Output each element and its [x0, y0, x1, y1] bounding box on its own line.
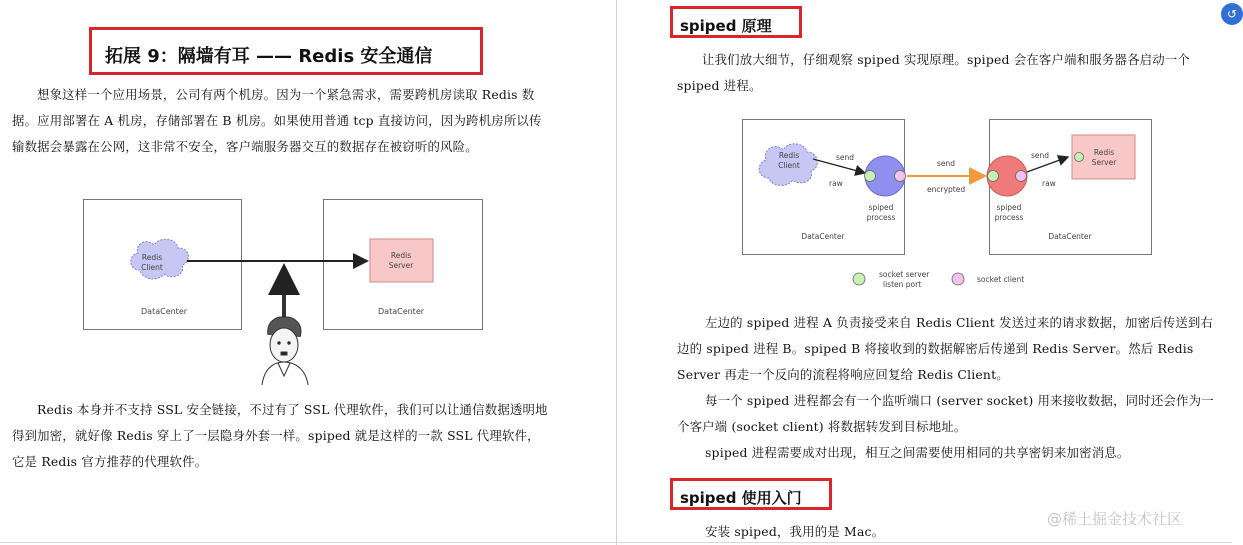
server-label-line2: Server — [1091, 158, 1117, 167]
datacenter-a-label: DataCenter — [141, 307, 188, 316]
spiped-a-label-line1: spiped — [868, 203, 894, 212]
datacenter-left-label: DataCenter — [801, 232, 845, 241]
edge-floating-icon[interactable]: ↺ — [1221, 3, 1243, 25]
heading-spiped-getting-started: spiped 使用入门 — [680, 489, 802, 507]
spiped-b-label-line1: spiped — [996, 203, 1022, 212]
spiped-b-label-line2: process — [994, 213, 1024, 222]
heading-spiped-principle: spiped 原理 — [680, 17, 772, 35]
principle-paragraph: 让我们放大细节，仔细观察 spiped 实现原理。spiped 会在客户端和服务器各启动一个 spiped 进程。 — [677, 52, 1191, 93]
process-paragraph: 左边的 spiped 进程 A 负责接受来自 Redis Client 发送过来的请求数据，加密后传送到右边的 spiped 进程 B。spiped B 将接收到的数据解密后传递到 Redis Server。然后 Redis Server 再走一个反向的流程将响应回复给 Redis Client。 — [677, 315, 1214, 382]
ssl-paragraph: Redis 本身并不支持 SSL 安全链接，不过有了 SSL 代理软件，我们可以让通信数据透明地得到加密，就好像 Redis 穿上了一层隐身外套一样。spiped 就是这样的一款 SSL 代理软件，它是 Redis 官方推荐的代理软件。 — [12, 402, 548, 469]
spiped-a-client-port — [895, 171, 906, 182]
client-label-line1: Redis — [778, 151, 800, 160]
legend-server-line2: listen port — [883, 280, 922, 289]
client-label-line2: Client — [778, 161, 800, 170]
legend-server-dot — [853, 273, 865, 285]
bottom-divider — [0, 542, 1232, 543]
server-label-line2: Server — [388, 261, 414, 270]
legend-client-label: socket client — [977, 275, 1025, 284]
chapter-title: 拓展 9：隔墙有耳 —— Redis 安全通信 — [105, 46, 433, 67]
datacenter-b-label: DataCenter — [378, 307, 425, 316]
watermark: @稀土掘金技术社区 — [1047, 510, 1183, 528]
server-label-line1: Redis — [1093, 148, 1115, 157]
socket-paragraph: 每一个 spiped 进程都会有一个监听端口 (server socket) 用来接收数据，同时还会作为一个客户端 (socket client) 将数据转发到目标地址。 — [677, 393, 1214, 434]
encrypted-label: encrypted — [927, 185, 966, 194]
spiped-b-client-port — [1016, 171, 1027, 182]
spiped-a-server-port — [865, 171, 876, 182]
datacenter-right-label: DataCenter — [1048, 232, 1092, 241]
client-label-line2: Client — [141, 263, 163, 272]
install-paragraph: 安装 spiped，我用的是 Mac。 — [705, 524, 885, 539]
spiped-b-server-port — [988, 171, 999, 182]
spiped-a-label-line2: process — [866, 213, 896, 222]
send-right-label: send — [1031, 151, 1050, 160]
send-middle-label: send — [937, 159, 956, 168]
legend-client-dot — [952, 273, 964, 285]
raw-right-label: raw — [1042, 179, 1056, 188]
right-page — [617, 0, 1232, 545]
client-label-line1: Redis — [141, 253, 163, 262]
intro-paragraph: 想象这样一个应用场景，公司有两个机房。因为一个紧急需求，需要跨机房读取 Redis 数据。应用部署在 A 机房，存储部署在 B 机房。如果使用普通 tcp 直接访问，因为跨机房所以传输数据会暴露在公网，这非常不安全，客户端服务器交互的数据存在被窃听的风险。 — [12, 87, 542, 154]
send-left-label: send — [836, 153, 855, 162]
shared-key-paragraph: spiped 进程需要成对出现，相互之间需要使用相同的共享密钥来加密消息。 — [705, 445, 1130, 460]
eavesdropper-portrait — [262, 317, 308, 385]
left-page — [0, 0, 617, 545]
server-label-line1: Redis — [390, 251, 412, 260]
raw-left-label: raw — [829, 179, 843, 188]
legend-server-line1: socket server — [879, 270, 930, 279]
heading2-box — [670, 478, 832, 510]
